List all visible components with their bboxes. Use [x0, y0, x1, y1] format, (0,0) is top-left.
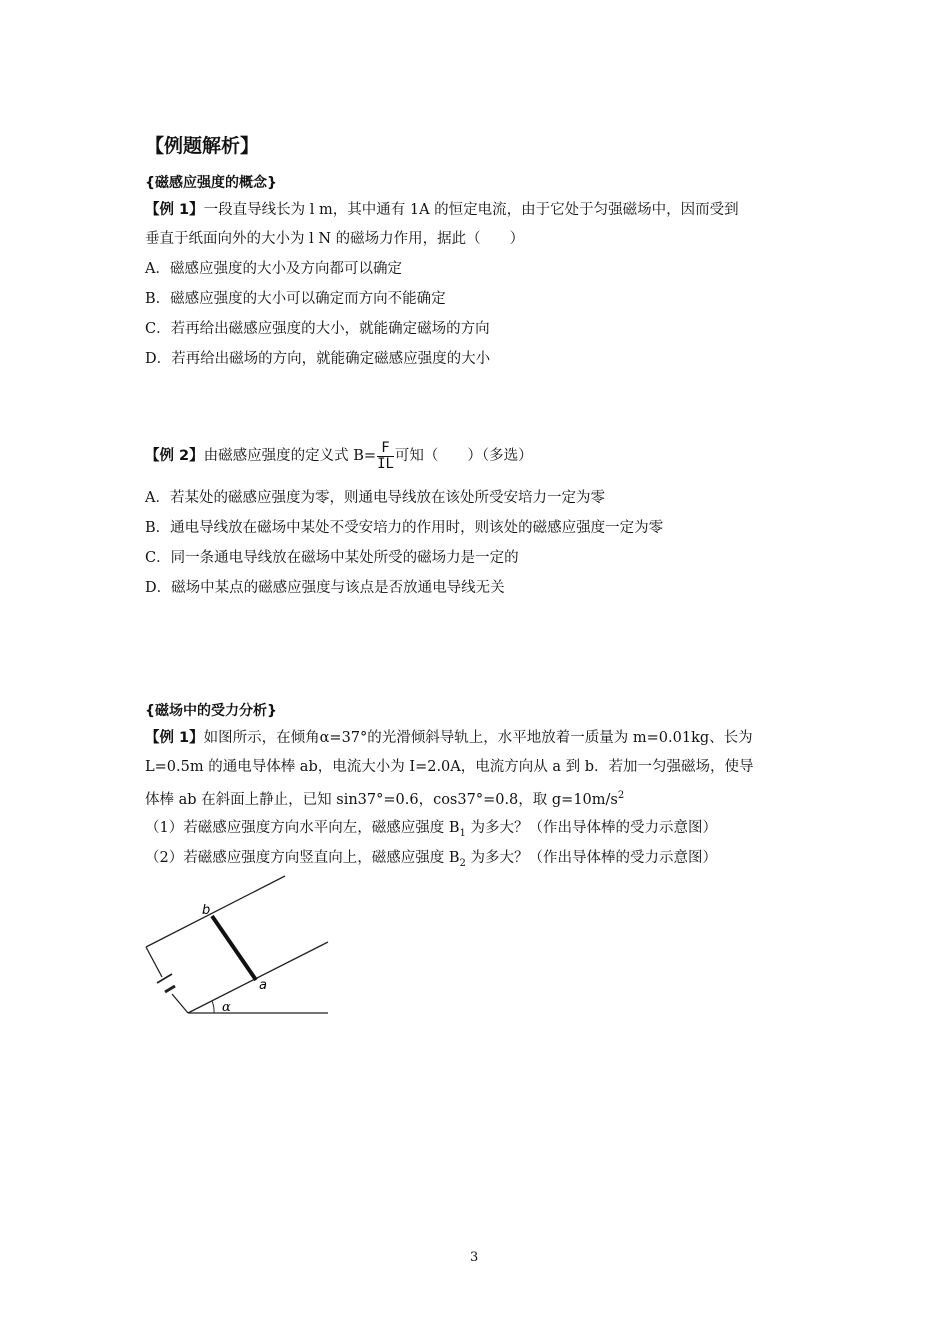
q2-text-end: 为多大？（作出导体棒的受力示意图）	[465, 850, 717, 866]
battery-long-plate	[157, 974, 172, 983]
topic2-ex1-line1	[145, 728, 753, 748]
exponent: 2	[617, 790, 625, 801]
topic1-ex2-stem	[145, 436, 533, 476]
topic1-ex1-option-b: B．磁感应强度的大小可以确定而方向不能确定	[145, 291, 446, 307]
angle-arc	[212, 1001, 214, 1013]
topic1-ex2-option-d: D．磁场中某点的磁感应强度与该点是否放通电导线无关	[145, 580, 505, 596]
formula-suffix: 可知（ ）（多选）	[394, 448, 533, 464]
circuit-wire-upper	[146, 947, 162, 977]
topic1-ex2-option-b: B．通电导线放在磁场中某处不受安培力的作用时，则该处的磁感应强度一定为零	[145, 520, 664, 536]
subscript: 2	[459, 857, 466, 869]
formula-fraction	[377, 441, 394, 472]
q2-text: （2）若磁感应强度方向竖直向上，磁感应强度 B	[145, 850, 460, 866]
topic2-heading: {磁场中的受力分析}	[145, 703, 277, 719]
question-text: 如图所示，在倾角α=37°的光滑倾斜导轨上，水平地放着一质量为 m=0.01kg、长为	[203, 730, 753, 746]
formula-prefix: 由磁感应强度的定义式 B=	[203, 448, 377, 464]
upper-rail	[146, 876, 285, 947]
fraction-numerator: F	[377, 441, 394, 457]
topic1-ex1-option-a: A．磁感应强度的大小及方向都可以确定	[145, 261, 402, 277]
example-tag: 【例 2】	[145, 448, 204, 464]
example-tag: 【例 1】	[145, 202, 204, 218]
label-b: b	[202, 903, 211, 918]
line3-text: 体棒 ab 在斜面上静止，已知 sin37°=0.6，cos37°=0.8，取 g=10m/s	[145, 791, 618, 808]
section-title: 【例题解析】	[145, 135, 260, 157]
example-tag: 【例 1】	[145, 730, 204, 746]
lower-rail	[188, 942, 328, 1013]
incline-rail-figure	[140, 870, 340, 1020]
q1-text: （1）若磁感应强度方向水平向左，磁感应强度 B	[145, 820, 460, 836]
q1-text-end: 为多大？（作出导体棒的受力示意图）	[465, 820, 717, 836]
topic1-ex1-line1	[145, 200, 739, 220]
topic1-ex1-option-c: C．若再给出磁感应强度的大小，就能确定磁场的方向	[145, 321, 490, 337]
topic2-ex1-line3	[145, 786, 624, 810]
subscript: 1	[459, 827, 466, 839]
topic2-question1	[145, 818, 717, 844]
fraction-denominator: IL	[377, 455, 394, 472]
topic1-heading: {磁感应强度的概念}	[145, 175, 277, 191]
page-number: 3	[470, 1250, 479, 1265]
battery-short-plate	[165, 986, 175, 992]
question-text: 一段直导线长为 l m，其中通有 1A 的恒定电流，由于它处于匀强磁场中，因而受到	[203, 202, 739, 218]
topic1-ex2-option-c: C．同一条通电导线放在磁场中某处所受的磁场力是一定的	[145, 550, 519, 566]
label-a: a	[259, 978, 267, 993]
topic2-ex1-line2: L=0.5m 的通电导体棒 ab，电流大小为 I=2.0A，电流方向从 a 到 b．若加一匀强磁场，使导	[145, 759, 754, 775]
label-alpha: α	[222, 1000, 231, 1015]
conductor-rod-ab	[212, 916, 256, 980]
circuit-wire-lower	[172, 994, 188, 1013]
topic1-ex1-option-d: D．若再给出磁场的方向，就能确定磁感应强度的大小	[145, 351, 491, 367]
topic1-ex1-line2: 垂直于纸面向外的大小为 l N 的磁场力作用，据此（ ）	[145, 231, 525, 247]
topic1-ex2-option-a: A．若某处的磁感应强度为零，则通电导线放在该处所受安培力一定为零	[145, 490, 605, 506]
